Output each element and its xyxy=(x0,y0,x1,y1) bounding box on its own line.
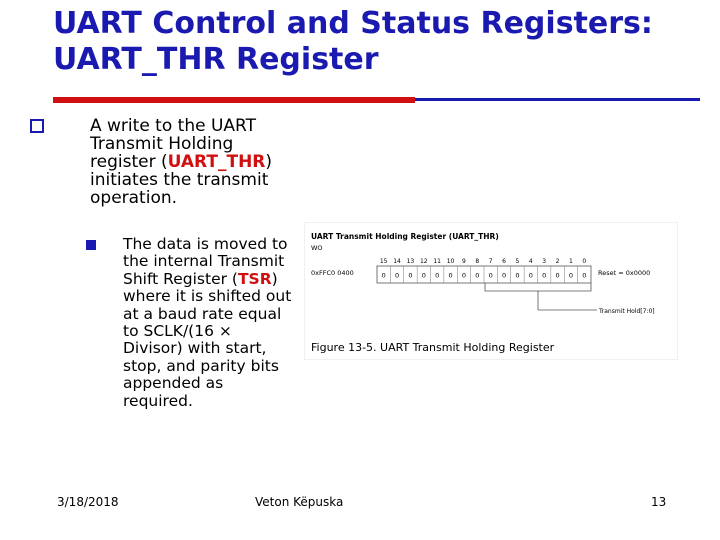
bit-number: 4 xyxy=(528,258,533,265)
bit-value: 0 xyxy=(381,271,386,280)
bullet-level2-text xyxy=(123,236,293,410)
bit-number: 12 xyxy=(419,258,428,265)
figure-heading: UART Transmit Holding Register (UART_THR) xyxy=(311,232,499,241)
bit-number: 0 xyxy=(582,258,587,265)
bit-number: 13 xyxy=(406,258,415,265)
bit-number: 14 xyxy=(393,258,401,265)
address-label: 0xFFC0 0400 xyxy=(311,269,354,277)
bit-value: 0 xyxy=(542,271,547,280)
bit-value: 0 xyxy=(448,271,453,280)
bit-number: 9 xyxy=(462,258,466,265)
bit-value: 0 xyxy=(488,271,493,280)
footer-page-number: 13 xyxy=(651,495,667,509)
bullet2-highlight: TSR xyxy=(237,269,272,288)
bit-number: 5 xyxy=(515,258,520,265)
bit-number: 15 xyxy=(379,258,388,265)
title-divider-blue xyxy=(415,98,700,101)
bullet1-text-before: A write to the UART Transmit Holding register ( xyxy=(90,116,256,172)
bullet2-text-after: ) where it is shifted out at a baud rate equal to SCLK/(16 × Divisor) with start, stop, and parity bits appended as required. xyxy=(123,269,292,410)
bit-number-row xyxy=(380,258,587,265)
bit-value: 0 xyxy=(421,271,426,280)
footer-date: 3/18/2018 xyxy=(57,495,119,509)
bit-number: 2 xyxy=(555,258,560,265)
bit-value: 0 xyxy=(475,271,480,280)
bit-number: 1 xyxy=(569,258,573,265)
bit-number: 8 xyxy=(475,258,480,265)
register-figure xyxy=(304,222,678,360)
footer-author: Veton Këpuska xyxy=(255,495,344,509)
bit-number: 7 xyxy=(488,258,493,265)
bit-value: 0 xyxy=(555,271,560,280)
bit-number: 11 xyxy=(433,258,442,265)
title-divider-red xyxy=(53,97,415,103)
bit-number: 3 xyxy=(542,258,547,265)
bit-value: 0 xyxy=(461,271,467,280)
bit-value: 0 xyxy=(582,271,587,280)
access-label: WO xyxy=(311,244,323,252)
bit-value: 0 xyxy=(515,271,520,280)
bullet1-highlight: UART_THR xyxy=(167,152,266,172)
bit-number: 10 xyxy=(446,258,455,265)
bit-value: 0 xyxy=(501,271,507,280)
bit-value: 0 xyxy=(568,271,574,280)
bit-value: 0 xyxy=(435,271,440,280)
reset-label: Reset = 0x0000 xyxy=(598,269,651,277)
bit-value: 0 xyxy=(528,271,533,280)
slide-title: UART Control and Status Registers: UART_THR Register xyxy=(53,6,653,77)
bullet1-text-after: ) initiates the transmit operation. xyxy=(90,152,273,208)
bullet2-text-before: The data is moved to the internal Transmit Shift Register ( xyxy=(123,235,288,288)
bit-value: 0 xyxy=(394,271,400,280)
register-diagram xyxy=(305,223,677,359)
bit-value: 0 xyxy=(408,271,413,280)
hollow-square-bullet-icon xyxy=(30,119,44,133)
bullet-level1-text xyxy=(90,117,300,207)
field-label: Transmit Hold[7:0] xyxy=(599,308,655,315)
field-bracket xyxy=(485,283,591,291)
bit-number: 6 xyxy=(502,258,506,265)
figure-caption: Figure 13-5. UART Transmit Holding Register xyxy=(311,341,555,354)
filled-square-bullet-icon xyxy=(86,240,96,250)
